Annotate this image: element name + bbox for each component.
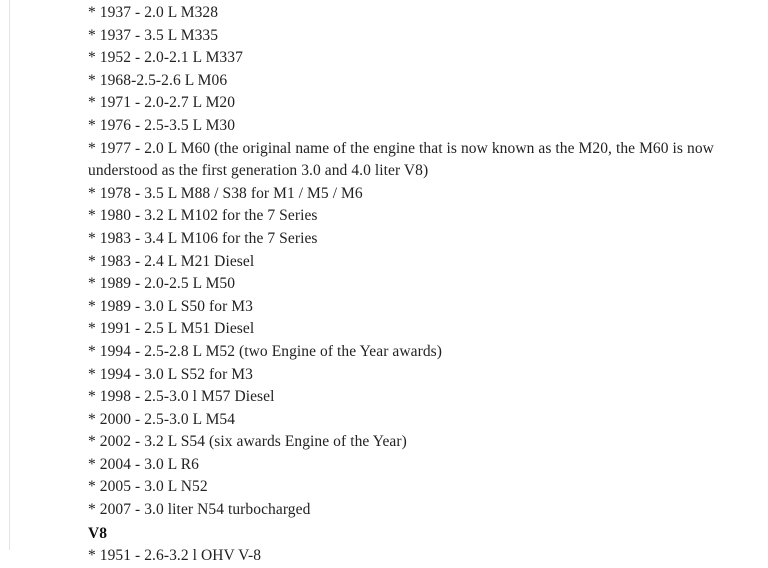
list-item: * 1989 - 2.0-2.5 L M50	[88, 275, 236, 293]
list-item: * 1983 - 3.4 L M106 for the 7 Series	[88, 229, 318, 247]
list-item: * 1952 - 2.0-2.1 L M337	[88, 49, 243, 67]
list-item: * 2007 - 3.0 liter N54 turbocharged	[88, 501, 311, 519]
list-item: * 1980 - 3.2 L M102 for the 7 Series	[88, 207, 318, 225]
page-left-margin-rule	[0, 0, 10, 550]
list-item: * 1978 - 3.5 L M88 / S38 for M1 / M5 / M6	[88, 184, 363, 202]
list-item: * 1971 - 2.0-2.7 L M20	[88, 94, 236, 112]
list-item: * 1991 - 2.5 L M51 Diesel	[88, 320, 255, 338]
list-item: * 1994 - 3.0 L S52 for M3	[88, 365, 253, 383]
list-item: * 1968-2.5-2.6 L M06	[88, 71, 228, 89]
list-item: * 2005 - 3.0 L N52	[88, 478, 208, 496]
list-item: * 1994 - 2.5-2.8 L M52 (two Engine of the Year awards)	[88, 342, 443, 360]
list-item: * 1951 - 2.6-3.2 l OHV V-8	[88, 547, 262, 565]
list-item: * 1977 - 2.0 L M60 (the original name of the engine that is now known as the M20, the M60 is now understood as the first generation 3.0 and 4.0 liter V8)	[88, 139, 714, 180]
document-content	[88, 2, 748, 568]
list-item: * 1983 - 2.4 L M21 Diesel	[88, 252, 255, 270]
list-item: * 1976 - 2.5-3.5 L M30	[88, 116, 236, 134]
list-item: * 2000 - 2.5-3.0 L M54	[88, 410, 236, 428]
list-item: * 2002 - 3.2 L S54 (six awards Engine of the Year)	[88, 433, 407, 451]
list-item: * 1989 - 3.0 L S50 for M3	[88, 297, 253, 315]
list-item: * 1937 - 2.0 L M328	[88, 4, 219, 21]
section-heading-v8: V8	[88, 524, 107, 542]
list-item: * 2004 - 3.0 L R6	[88, 455, 199, 473]
list-item: * 1937 - 3.5 L M335	[88, 26, 219, 44]
list-item: * 1998 - 2.5-3.0 l M57 Diesel	[88, 388, 275, 406]
